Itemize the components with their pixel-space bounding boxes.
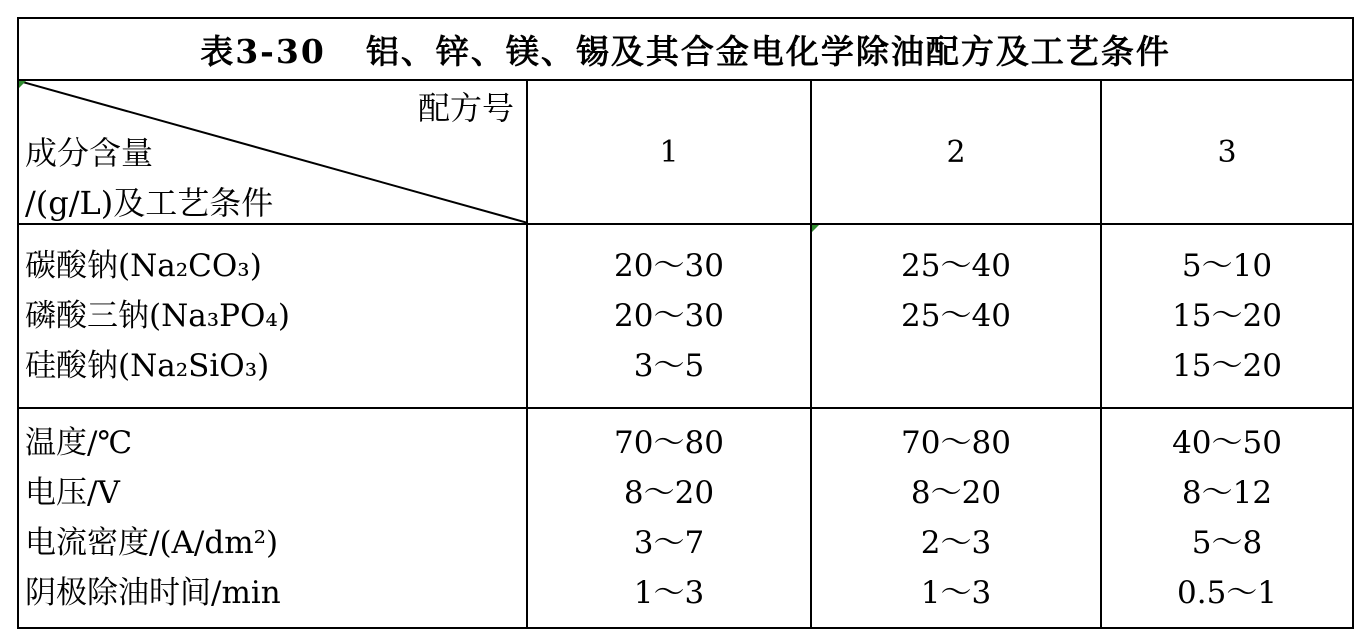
column-header-1: 1: [527, 80, 811, 224]
cell-value: 5～10: [1181, 248, 1273, 284]
table-title: [18, 18, 1353, 80]
cell-value: 8～20: [623, 475, 715, 511]
cell-value: 1～3: [633, 575, 705, 611]
table-title-text: 铝、锌、镁、锡及其合金电化学除油配方及工艺条件: [365, 31, 1171, 71]
cell-value: 15～20: [1172, 348, 1282, 384]
conditions-col-3: [1101, 408, 1353, 628]
row-label-voltage: 电压/V: [25, 475, 120, 511]
cell-value: 3～7: [633, 525, 705, 561]
cell-value: 20～30: [614, 248, 724, 284]
component-label-line2: /(g/L)及工艺条件: [25, 184, 274, 222]
cell-value: 2～3: [920, 525, 992, 561]
process-table: [17, 17, 1352, 621]
row-label-cathodic-time: 阴极除油时间/min: [25, 575, 281, 611]
cell-value: 8～20: [910, 475, 1002, 511]
composition-col-1: [527, 224, 811, 408]
column-header-2: 2: [811, 80, 1101, 224]
cell-value: 1～3: [920, 575, 992, 611]
table-number: 表3-30: [200, 31, 326, 71]
conditions-col-2: [811, 408, 1101, 628]
cell-value: 8～12: [1181, 475, 1273, 511]
formula-number-label: 配方号: [417, 89, 514, 127]
cell-value: 40～50: [1172, 425, 1282, 461]
cell-value: 70～80: [901, 425, 1011, 461]
condition-labels: [18, 408, 527, 628]
component-label: [25, 131, 273, 231]
formula-table: [17, 17, 1354, 629]
cell-value: 20～30: [614, 298, 724, 334]
cell-value: 5～8: [1191, 525, 1263, 561]
composition-col-2: [811, 224, 1101, 408]
row-label-sodium-silicate: 硅酸钠(Na₂SiO₃): [25, 348, 270, 384]
composition-labels: [18, 224, 527, 408]
cell-value: 15～20: [1172, 298, 1282, 334]
column-header-3: 3: [1101, 80, 1353, 224]
cell-value: 70～80: [614, 425, 724, 461]
cell-value: 0.5～1: [1177, 575, 1278, 611]
cell-value: 3～5: [633, 348, 705, 384]
row-label-temperature: 温度/℃: [25, 425, 133, 461]
row-label-sodium-carbonate: 碳酸钠(Na₂CO₃): [25, 248, 262, 284]
conditions-col-1: [527, 408, 811, 628]
composition-col-3: [1101, 224, 1353, 408]
row-label-current-density: 电流密度/(A/dm²): [25, 525, 279, 561]
cell-value: 25～40: [901, 248, 1011, 284]
row-label-trisodium-phosphate: 磷酸三钠(Na₃PO₄): [25, 298, 290, 334]
cell-marker: [812, 225, 819, 232]
cell-value: [812, 341, 1100, 391]
component-label-line1: 成分含量: [25, 134, 154, 172]
cell-value: 25～40: [901, 298, 1011, 334]
header-corner-cell: [18, 80, 527, 224]
